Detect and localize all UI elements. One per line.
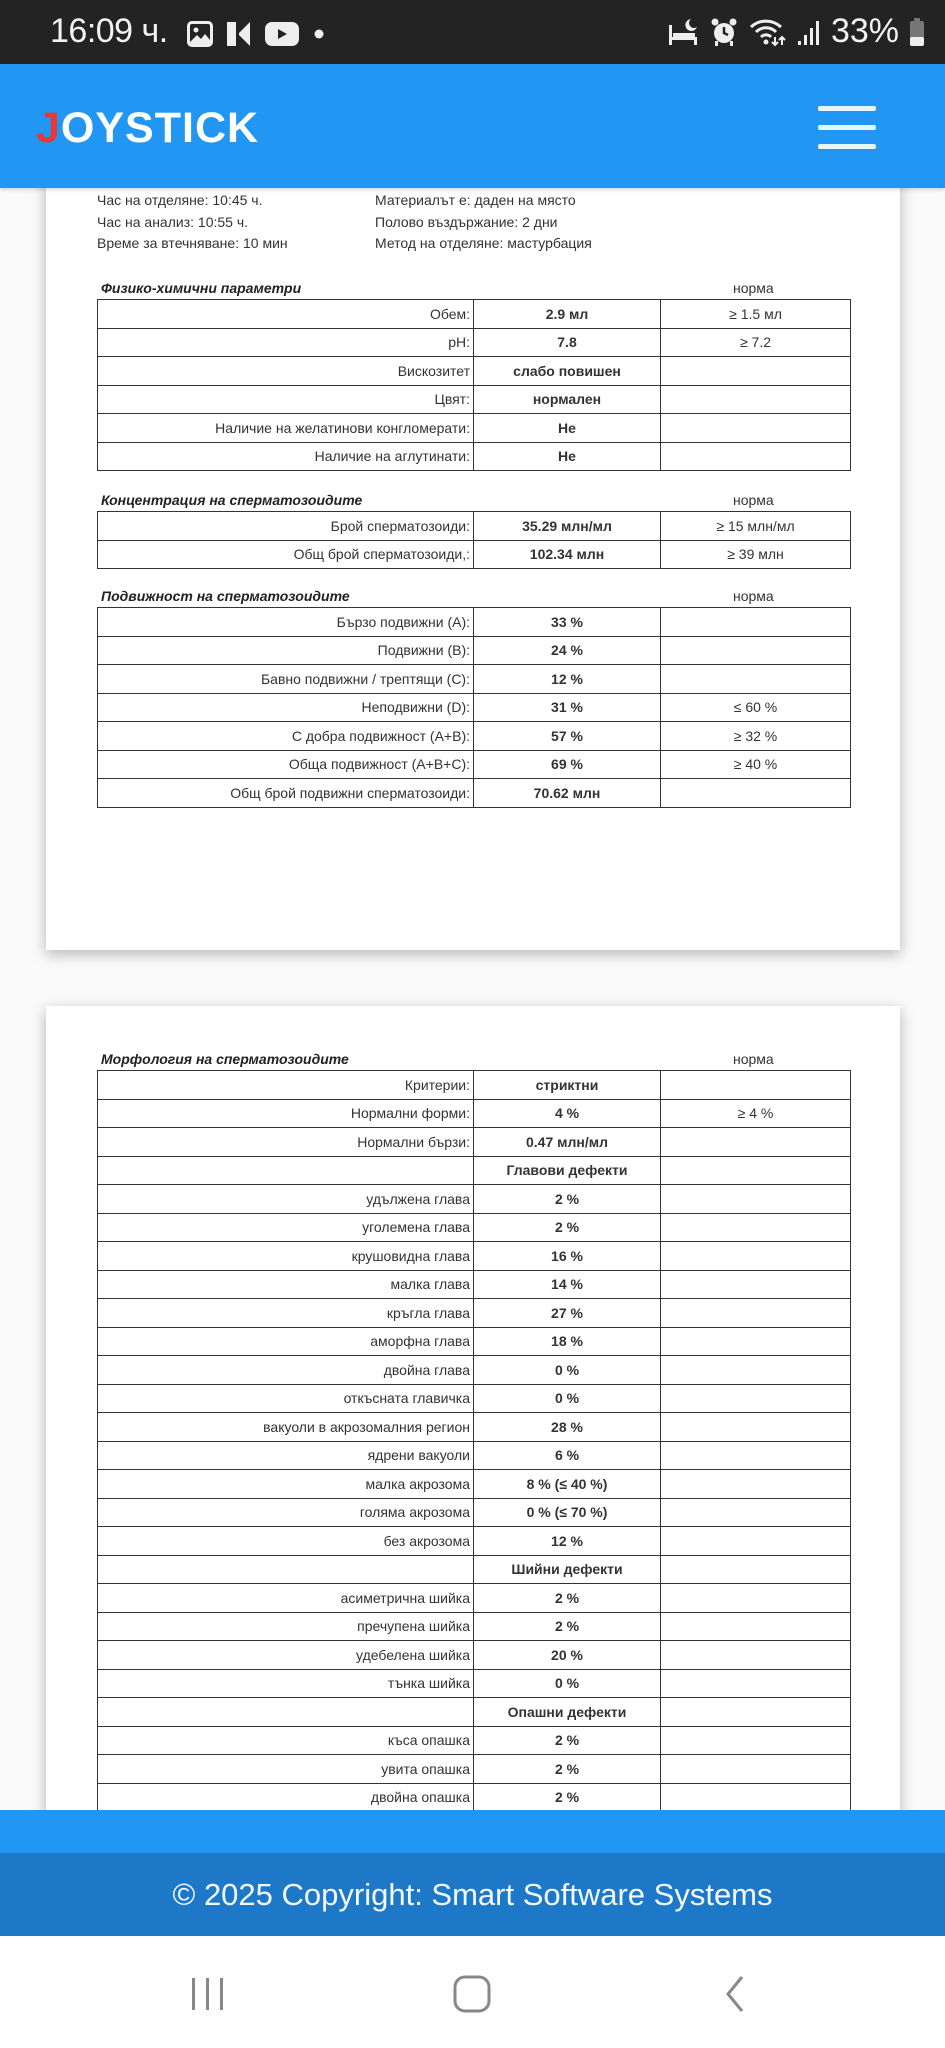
table-row (98, 1185, 851, 1214)
norm-value: ≥ 7.2 (661, 328, 851, 357)
table-row (98, 414, 851, 443)
table-row (98, 1498, 851, 1527)
table-row (98, 1669, 851, 1698)
norm-value (661, 1498, 851, 1527)
norm-value (661, 1698, 851, 1727)
result-value: 102.34 млн (474, 540, 661, 569)
norm-value (661, 636, 851, 665)
table-row (98, 1726, 851, 1755)
parameter-label: увита опашка (98, 1755, 474, 1784)
result-value: 28 % (474, 1413, 661, 1442)
norm-value (661, 1527, 851, 1556)
norm-value (661, 1470, 851, 1499)
norm-value: ≥ 40 % (661, 750, 851, 779)
parameter-label: Общ брой подвижни сперматозоиди: (98, 779, 474, 808)
result-value: 31 % (474, 693, 661, 722)
norm-value: ≥ 39 млн (661, 540, 851, 569)
parameter-label: удължена глава (98, 1185, 474, 1214)
table-row (98, 1441, 851, 1470)
table-row (98, 1527, 851, 1556)
table-row (98, 1128, 851, 1157)
parameter-label: тънка шийка (98, 1669, 474, 1698)
table-row (98, 1641, 851, 1670)
status-system-icons (667, 12, 925, 51)
parameter-label: Бавно подвижни / трептящи (C): (98, 665, 474, 694)
gallery-icon (186, 20, 214, 48)
table-row (98, 608, 851, 637)
table-row (98, 1071, 851, 1100)
parameter-label: Нормални форми: (98, 1099, 474, 1128)
result-value: 0 % (474, 1669, 661, 1698)
table-row (98, 1783, 851, 1810)
parameter-label: Нормални бързи: (98, 1128, 474, 1157)
result-value: 2 % (474, 1783, 661, 1810)
norm-value (661, 357, 851, 386)
norm-value (661, 1185, 851, 1214)
parameter-label: ядрени вакуоли (98, 1441, 474, 1470)
norm-value (661, 1213, 851, 1242)
parameter-label: Цвят: (98, 385, 474, 414)
status-bar (0, 0, 945, 64)
result-value: 2 % (474, 1584, 661, 1613)
parameter-label: къса опашка (98, 1726, 474, 1755)
results-table (97, 511, 851, 569)
norm-value (661, 1384, 851, 1413)
info-collection-method: Метод на отделяне: мастурбация (375, 235, 592, 251)
status-time: 16:09 ч. (50, 12, 168, 50)
result-value: 14 % (474, 1270, 661, 1299)
parameter-label (98, 1698, 474, 1727)
norm-column-header: норма (733, 492, 774, 508)
norm-value: ≥ 15 млн/мл (661, 512, 851, 541)
table-row (98, 1327, 851, 1356)
recent-apps-icon[interactable] (188, 1974, 228, 2014)
section-title: Подвижност на сперматозоидите (101, 588, 350, 604)
section-title: Концентрация на сперматозоидите (101, 492, 363, 508)
parameter-label: откъсната главичка (98, 1384, 474, 1413)
table-row (98, 636, 851, 665)
hamburger-menu-button[interactable] (818, 106, 876, 150)
parameter-label: голяма акрозома (98, 1498, 474, 1527)
result-value: слабо повишен (474, 357, 661, 386)
result-value: 12 % (474, 1527, 661, 1556)
result-value: Не (474, 442, 661, 471)
parameter-label: вакуоли в акрозомалния регион (98, 1413, 474, 1442)
table-row (98, 357, 851, 386)
alarm-icon (709, 17, 739, 47)
result-value: Шийни дефекти (474, 1555, 661, 1584)
parameter-label: крушовидна глава (98, 1242, 474, 1271)
table-row (98, 1099, 851, 1128)
result-value: 69 % (474, 750, 661, 779)
norm-value (661, 1128, 851, 1157)
result-value: 27 % (474, 1299, 661, 1328)
section-title: Физико-химични параметри (101, 280, 302, 296)
parameter-label: Обща подвижност (A+B+C): (98, 750, 474, 779)
notification-dot-icon (312, 27, 326, 41)
norm-value (661, 779, 851, 808)
result-value: 2 % (474, 1612, 661, 1641)
table-subheader-row (98, 1698, 851, 1727)
battery-icon (909, 17, 925, 47)
table-row (98, 442, 851, 471)
norm-value (661, 1356, 851, 1385)
report-page-2 (46, 1006, 900, 1810)
result-value: 35.29 млн/мл (474, 512, 661, 541)
result-value: 18 % (474, 1327, 661, 1356)
result-value: 20 % (474, 1641, 661, 1670)
app-logo[interactable] (36, 104, 259, 153)
result-value: Главови дефекти (474, 1156, 661, 1185)
parameter-label (98, 1156, 474, 1185)
table-subheader-row (98, 1555, 851, 1584)
result-value: нормален (474, 385, 661, 414)
table-row (98, 1384, 851, 1413)
norm-value (661, 1299, 851, 1328)
result-value: 33 % (474, 608, 661, 637)
info-liquefaction-time: Време за втечняване: 10 мин (97, 235, 288, 251)
norm-value (661, 1755, 851, 1784)
footer-top-band (0, 1810, 945, 1854)
parameter-label (98, 1555, 474, 1584)
result-value: стриктни (474, 1071, 661, 1100)
parameter-label: Вискозитет (98, 357, 474, 386)
result-value: Не (474, 414, 661, 443)
table-row (98, 779, 851, 808)
norm-column-header: норма (733, 280, 774, 296)
norm-value (661, 1669, 851, 1698)
logo-text: OYSTICK (60, 104, 260, 152)
results-table (97, 299, 851, 471)
parameter-label: Обем: (98, 300, 474, 329)
parameter-label: Критерии: (98, 1071, 474, 1100)
parameter-label: pH: (98, 328, 474, 357)
logo-letter-j: J (36, 104, 61, 152)
table-row (98, 1242, 851, 1271)
norm-value (661, 1327, 851, 1356)
parameter-label: аморфна глава (98, 1327, 474, 1356)
parameter-label: Общ брой сперматозоиди,: (98, 540, 474, 569)
parameter-label: асиметрична шийка (98, 1584, 474, 1613)
parameter-label: малка глава (98, 1270, 474, 1299)
parameter-label: удебелена шийка (98, 1641, 474, 1670)
parameter-label: двойна опашка (98, 1783, 474, 1810)
table-row (98, 328, 851, 357)
table-row (98, 1356, 851, 1385)
home-icon[interactable] (452, 1974, 492, 2014)
result-value: 2 % (474, 1213, 661, 1242)
parameter-label: Брой сперматозоиди: (98, 512, 474, 541)
sleep-mode-icon (667, 17, 699, 47)
info-collection-time: Час на отделяне: 10:45 ч. (97, 192, 263, 208)
signal-icon (797, 17, 821, 47)
hamburger-line (818, 144, 876, 149)
parameter-label: Подвижни (B): (98, 636, 474, 665)
info-left-column (97, 190, 288, 255)
result-value: 12 % (474, 665, 661, 694)
parameter-label: Наличие на желатинови конгломерати: (98, 414, 474, 443)
parameter-label: Наличие на аглутинати: (98, 442, 474, 471)
norm-value (661, 1270, 851, 1299)
results-table (97, 1070, 851, 1810)
table-row (98, 1413, 851, 1442)
copyright-text: © 2025 Copyright: Smart Software Systems (172, 1877, 773, 1912)
norm-value (661, 414, 851, 443)
norm-value: ≥ 32 % (661, 722, 851, 751)
table-row (98, 1470, 851, 1499)
norm-value: ≤ 60 % (661, 693, 851, 722)
battery-percent: 33% (830, 12, 899, 50)
hamburger-line (818, 125, 876, 130)
norm-value (661, 442, 851, 471)
table-row (98, 722, 851, 751)
result-value: 7.8 (474, 328, 661, 357)
norm-value (661, 1071, 851, 1100)
result-value: 70.62 млн (474, 779, 661, 808)
norm-column-header: норма (733, 588, 774, 604)
result-value: 16 % (474, 1242, 661, 1271)
document-viewer[interactable] (0, 64, 945, 1810)
result-value: 0 % (474, 1384, 661, 1413)
table-row (98, 512, 851, 541)
table-subheader-row (98, 1156, 851, 1185)
result-value: 6 % (474, 1441, 661, 1470)
norm-value (661, 665, 851, 694)
table-row (98, 385, 851, 414)
parameter-label: пречупена шийка (98, 1612, 474, 1641)
parameter-label: двойна глава (98, 1356, 474, 1385)
report-page-1 (46, 148, 900, 950)
norm-value (661, 1584, 851, 1613)
result-value: 8 % (≤ 40 %) (474, 1470, 661, 1499)
result-value: 2 % (474, 1185, 661, 1214)
result-value: 4 % (474, 1099, 661, 1128)
system-navigation-bar (0, 1936, 945, 2048)
norm-value (661, 1156, 851, 1185)
info-analysis-time: Час на анализ: 10:55 ч. (97, 213, 249, 230)
youtube-icon (264, 20, 300, 48)
result-value: 0 % (≤ 70 %) (474, 1498, 661, 1527)
table-row (98, 1299, 851, 1328)
parameter-label: Бързо подвижни (A): (98, 608, 474, 637)
result-value: Опашни дефекти (474, 1698, 661, 1727)
table-row (98, 1612, 851, 1641)
result-value: 2 % (474, 1726, 661, 1755)
parameter-label: С добра подвижност (A+B): (98, 722, 474, 751)
parameter-label: малка акрозома (98, 1470, 474, 1499)
hamburger-line (818, 106, 876, 111)
norm-value (661, 1726, 851, 1755)
norm-value (661, 1641, 851, 1670)
norm-value (661, 1413, 851, 1442)
section-title: Морфология на сперматозоидите (101, 1051, 349, 1067)
wifi-icon (749, 17, 787, 47)
result-value: 2.9 мл (474, 300, 661, 329)
parameter-label: без акрозома (98, 1527, 474, 1556)
table-row (98, 300, 851, 329)
norm-value (661, 1242, 851, 1271)
k-app-icon (226, 21, 252, 47)
result-value: 2 % (474, 1755, 661, 1784)
back-icon[interactable] (720, 1974, 750, 2014)
table-row (98, 1213, 851, 1242)
norm-value: ≥ 1.5 мл (661, 300, 851, 329)
table-row (98, 1755, 851, 1784)
result-value: 0.47 млн/мл (474, 1128, 661, 1157)
results-table (97, 607, 851, 808)
parameter-label: уголемена глава (98, 1213, 474, 1242)
norm-value (661, 385, 851, 414)
table-row (98, 750, 851, 779)
table-row (98, 540, 851, 569)
info-right-column (375, 190, 592, 255)
result-value: 24 % (474, 636, 661, 665)
status-notification-icons (186, 20, 326, 48)
parameter-label: Неподвижни (D): (98, 693, 474, 722)
result-value: 0 % (474, 1356, 661, 1385)
table-row (98, 665, 851, 694)
norm-value (661, 608, 851, 637)
table-row (98, 1584, 851, 1613)
info-material: Материалът е: даден на място (375, 192, 576, 208)
norm-column-header: норма (733, 1051, 774, 1067)
parameter-label: кръгла глава (98, 1299, 474, 1328)
norm-value (661, 1441, 851, 1470)
info-abstinence: Полово въздържание: 2 дни (375, 213, 558, 230)
norm-value: ≥ 4 % (661, 1099, 851, 1128)
app-header (0, 64, 945, 188)
table-row (98, 1270, 851, 1299)
norm-value (661, 1555, 851, 1584)
norm-value (661, 1612, 851, 1641)
result-value: 57 % (474, 722, 661, 751)
footer (0, 1853, 945, 1936)
table-row (98, 693, 851, 722)
norm-value (661, 1783, 851, 1810)
